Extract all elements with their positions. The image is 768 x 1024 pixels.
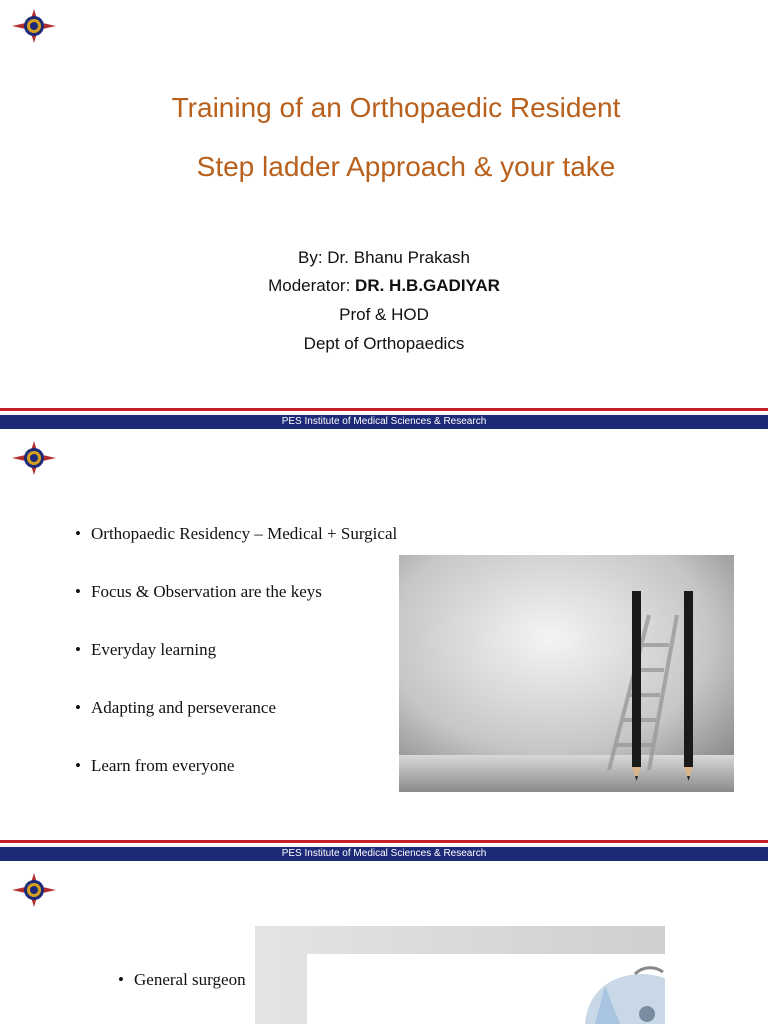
bullet-icon: • <box>75 640 81 659</box>
bullet-icon: • <box>75 582 81 601</box>
list-item: • Learn from everyone <box>75 756 235 775</box>
bullet-list <box>118 970 246 1024</box>
department-line: Dept of Orthopaedics <box>303 334 465 353</box>
moderator-label: Moderator: <box>268 276 356 295</box>
institute-logo-icon <box>12 441 56 475</box>
slide-residency-points <box>0 432 768 864</box>
institute-logo-icon <box>12 9 56 43</box>
moderator-line <box>0 276 768 296</box>
bullet-icon: • <box>118 970 124 989</box>
list-item: • Focus & Observation are the keys <box>75 582 322 601</box>
ladder-pencils-photo <box>399 555 734 792</box>
list-item: • Everyday learning <box>75 640 217 659</box>
position-line: Prof & HOD <box>339 305 429 324</box>
doctor-photo <box>255 926 665 1024</box>
footer-rule <box>0 840 768 843</box>
list-item: • Adapting and perseverance <box>75 698 277 717</box>
footer-bar: PES Institute of Medical Sciences & Research <box>0 847 768 861</box>
footer-bar: PES Institute of Medical Sciences & Research <box>0 415 768 429</box>
institute-logo-icon <box>12 873 56 907</box>
list-item: • General surgeon <box>118 970 246 989</box>
slide-title <box>0 0 768 432</box>
slide-title-line1: Training of an Orthopaedic Resident <box>171 92 621 123</box>
moderator-name: DR. H.B.GADIYAR <box>355 276 500 295</box>
bullet-icon: • <box>75 756 81 775</box>
slide-title-line2: Step ladder Approach & your take <box>196 151 616 182</box>
footer-rule <box>0 408 768 411</box>
bullet-icon: • <box>75 524 81 543</box>
bullet-icon: • <box>75 698 81 717</box>
slide-general-surgeon <box>0 864 768 1024</box>
list-item: • Orthopaedic Residency – Medical + Surgical <box>75 524 398 543</box>
bullet-list <box>75 524 397 814</box>
author-line: By: Dr. Bhanu Prakash <box>298 248 470 267</box>
